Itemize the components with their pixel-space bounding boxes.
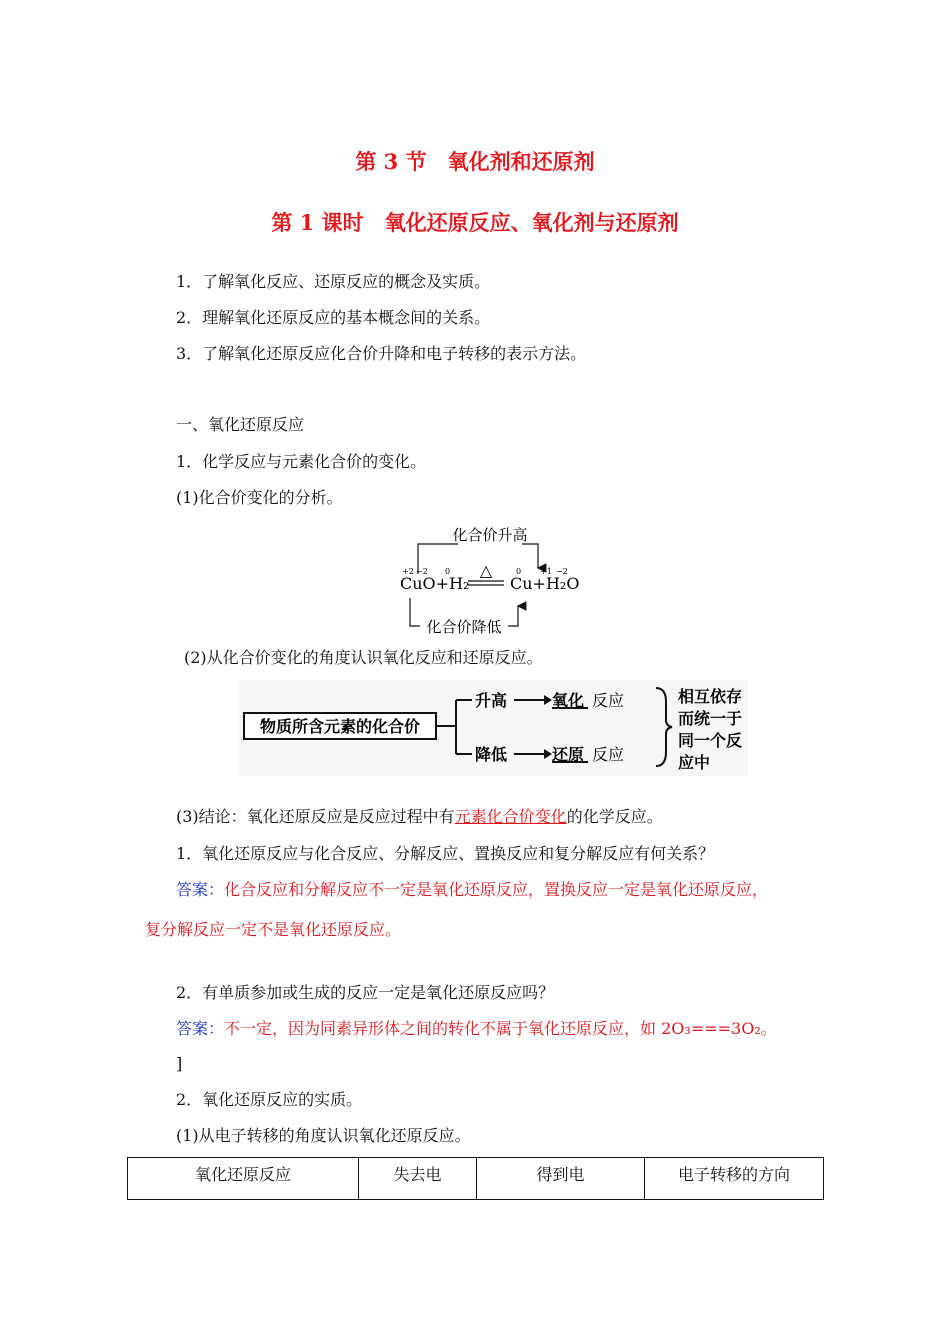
ox-o-right: −2	[556, 567, 568, 576]
answer-1-label: 答案：	[176, 880, 225, 899]
electron-transfer-table	[127, 1157, 824, 1200]
answer-1-line2: 复分解反应一定不是氧化还原反应。	[145, 920, 402, 939]
concept-relation-2: 而统一于	[678, 709, 743, 728]
concept-rise: 升高	[475, 691, 508, 710]
sub3-prefix: (3)结论：氧化还原反应是反应过程中有	[176, 807, 455, 826]
concept-oxidation: 氧化	[552, 691, 585, 710]
valence-diagram	[390, 518, 590, 640]
concept-diagram	[238, 680, 748, 776]
concept-box-label: 物质所含元素的化合价	[259, 717, 421, 736]
part1-heading: 一、氧化还原反应	[176, 415, 305, 434]
table-header-cell: 氧化还原反应	[128, 1158, 359, 1200]
part1-item1: 1．化学反应与元素化合价的变化。	[176, 452, 427, 471]
table-header-row	[128, 1158, 824, 1200]
question-2: 2．有单质参加或生成的反应一定是氧化还原反应吗？	[176, 983, 555, 1002]
sub3-suffix: 的化学反应。	[566, 807, 663, 826]
objective-2: 2．理解氧化还原反应的基本概念间的关系。	[176, 308, 491, 327]
concept-reaction-2: 反应	[592, 745, 625, 764]
part2-item2: 2．氧化还原反应的实质。	[176, 1090, 363, 1109]
part1-sub2: (2)从化合价变化的角度认识氧化反应和还原反应。	[184, 648, 543, 667]
ox-o-left: −2	[416, 567, 428, 576]
answer-2-text: 不一定，因为同素异形体之间的转化不属于氧化还原反应，如 2O₃===3O₂。	[224, 1019, 777, 1038]
question-1: 1．氧化还原反应与化合反应、分解反应、置换反应和复分解反应有何关系？	[176, 844, 715, 863]
answer-1-text: 化合反应和分解反应不一定是氧化还原反应，置换反应一定是氧化还原反应，	[224, 880, 769, 899]
objective-1: 1．了解氧化反应、还原反应的概念及实质。	[176, 272, 491, 291]
ox-h-right: +1	[540, 567, 552, 576]
answer-2-label: 答案：	[176, 1019, 225, 1038]
sub3-answer: 元素化合价变化	[454, 807, 567, 826]
concept-reaction-1: 反应	[592, 691, 625, 710]
ox-h2: 0	[445, 567, 451, 576]
table-header-cell: 失去电	[359, 1158, 477, 1200]
part2-sub1: (1)从电子转移的角度认识氧化还原反应。	[176, 1126, 471, 1145]
ox-cu-right: 0	[516, 567, 522, 576]
section-title: 第 3 节 氧化剂和还原剂	[355, 149, 595, 174]
ox-cu-left: +2	[402, 567, 414, 576]
objective-3: 3．了解氧化还原反应化合价升降和电子转移的表示方法。	[176, 344, 587, 363]
bracket-mark: ]	[176, 1054, 183, 1073]
valence-fall-label: 化合价降低	[426, 618, 502, 636]
concept-relation-1: 相互依存	[678, 687, 743, 706]
equation-left: CuO+H₂	[400, 574, 470, 593]
lesson-title: 第 1 课时 氧化还原反应、氧化剂与还原剂	[271, 210, 679, 235]
equation-right: Cu+H₂O	[510, 574, 580, 593]
answer-2	[176, 1019, 777, 1039]
table-header-cell: 电子转移的方向	[645, 1158, 824, 1200]
table-header-cell: 得到电	[477, 1158, 645, 1200]
part1-sub3	[176, 807, 663, 827]
heating-symbol: △	[479, 561, 493, 580]
concept-relation-4: 应中	[678, 753, 711, 772]
part1-sub1: (1)化合价变化的分析。	[176, 488, 343, 507]
concept-relation-3: 同一个反	[678, 731, 743, 750]
concept-reduction: 还原	[552, 745, 585, 764]
valence-rise-label: 化合价升高	[452, 526, 528, 544]
concept-fall: 降低	[475, 745, 508, 764]
answer-1-line1	[176, 880, 768, 900]
